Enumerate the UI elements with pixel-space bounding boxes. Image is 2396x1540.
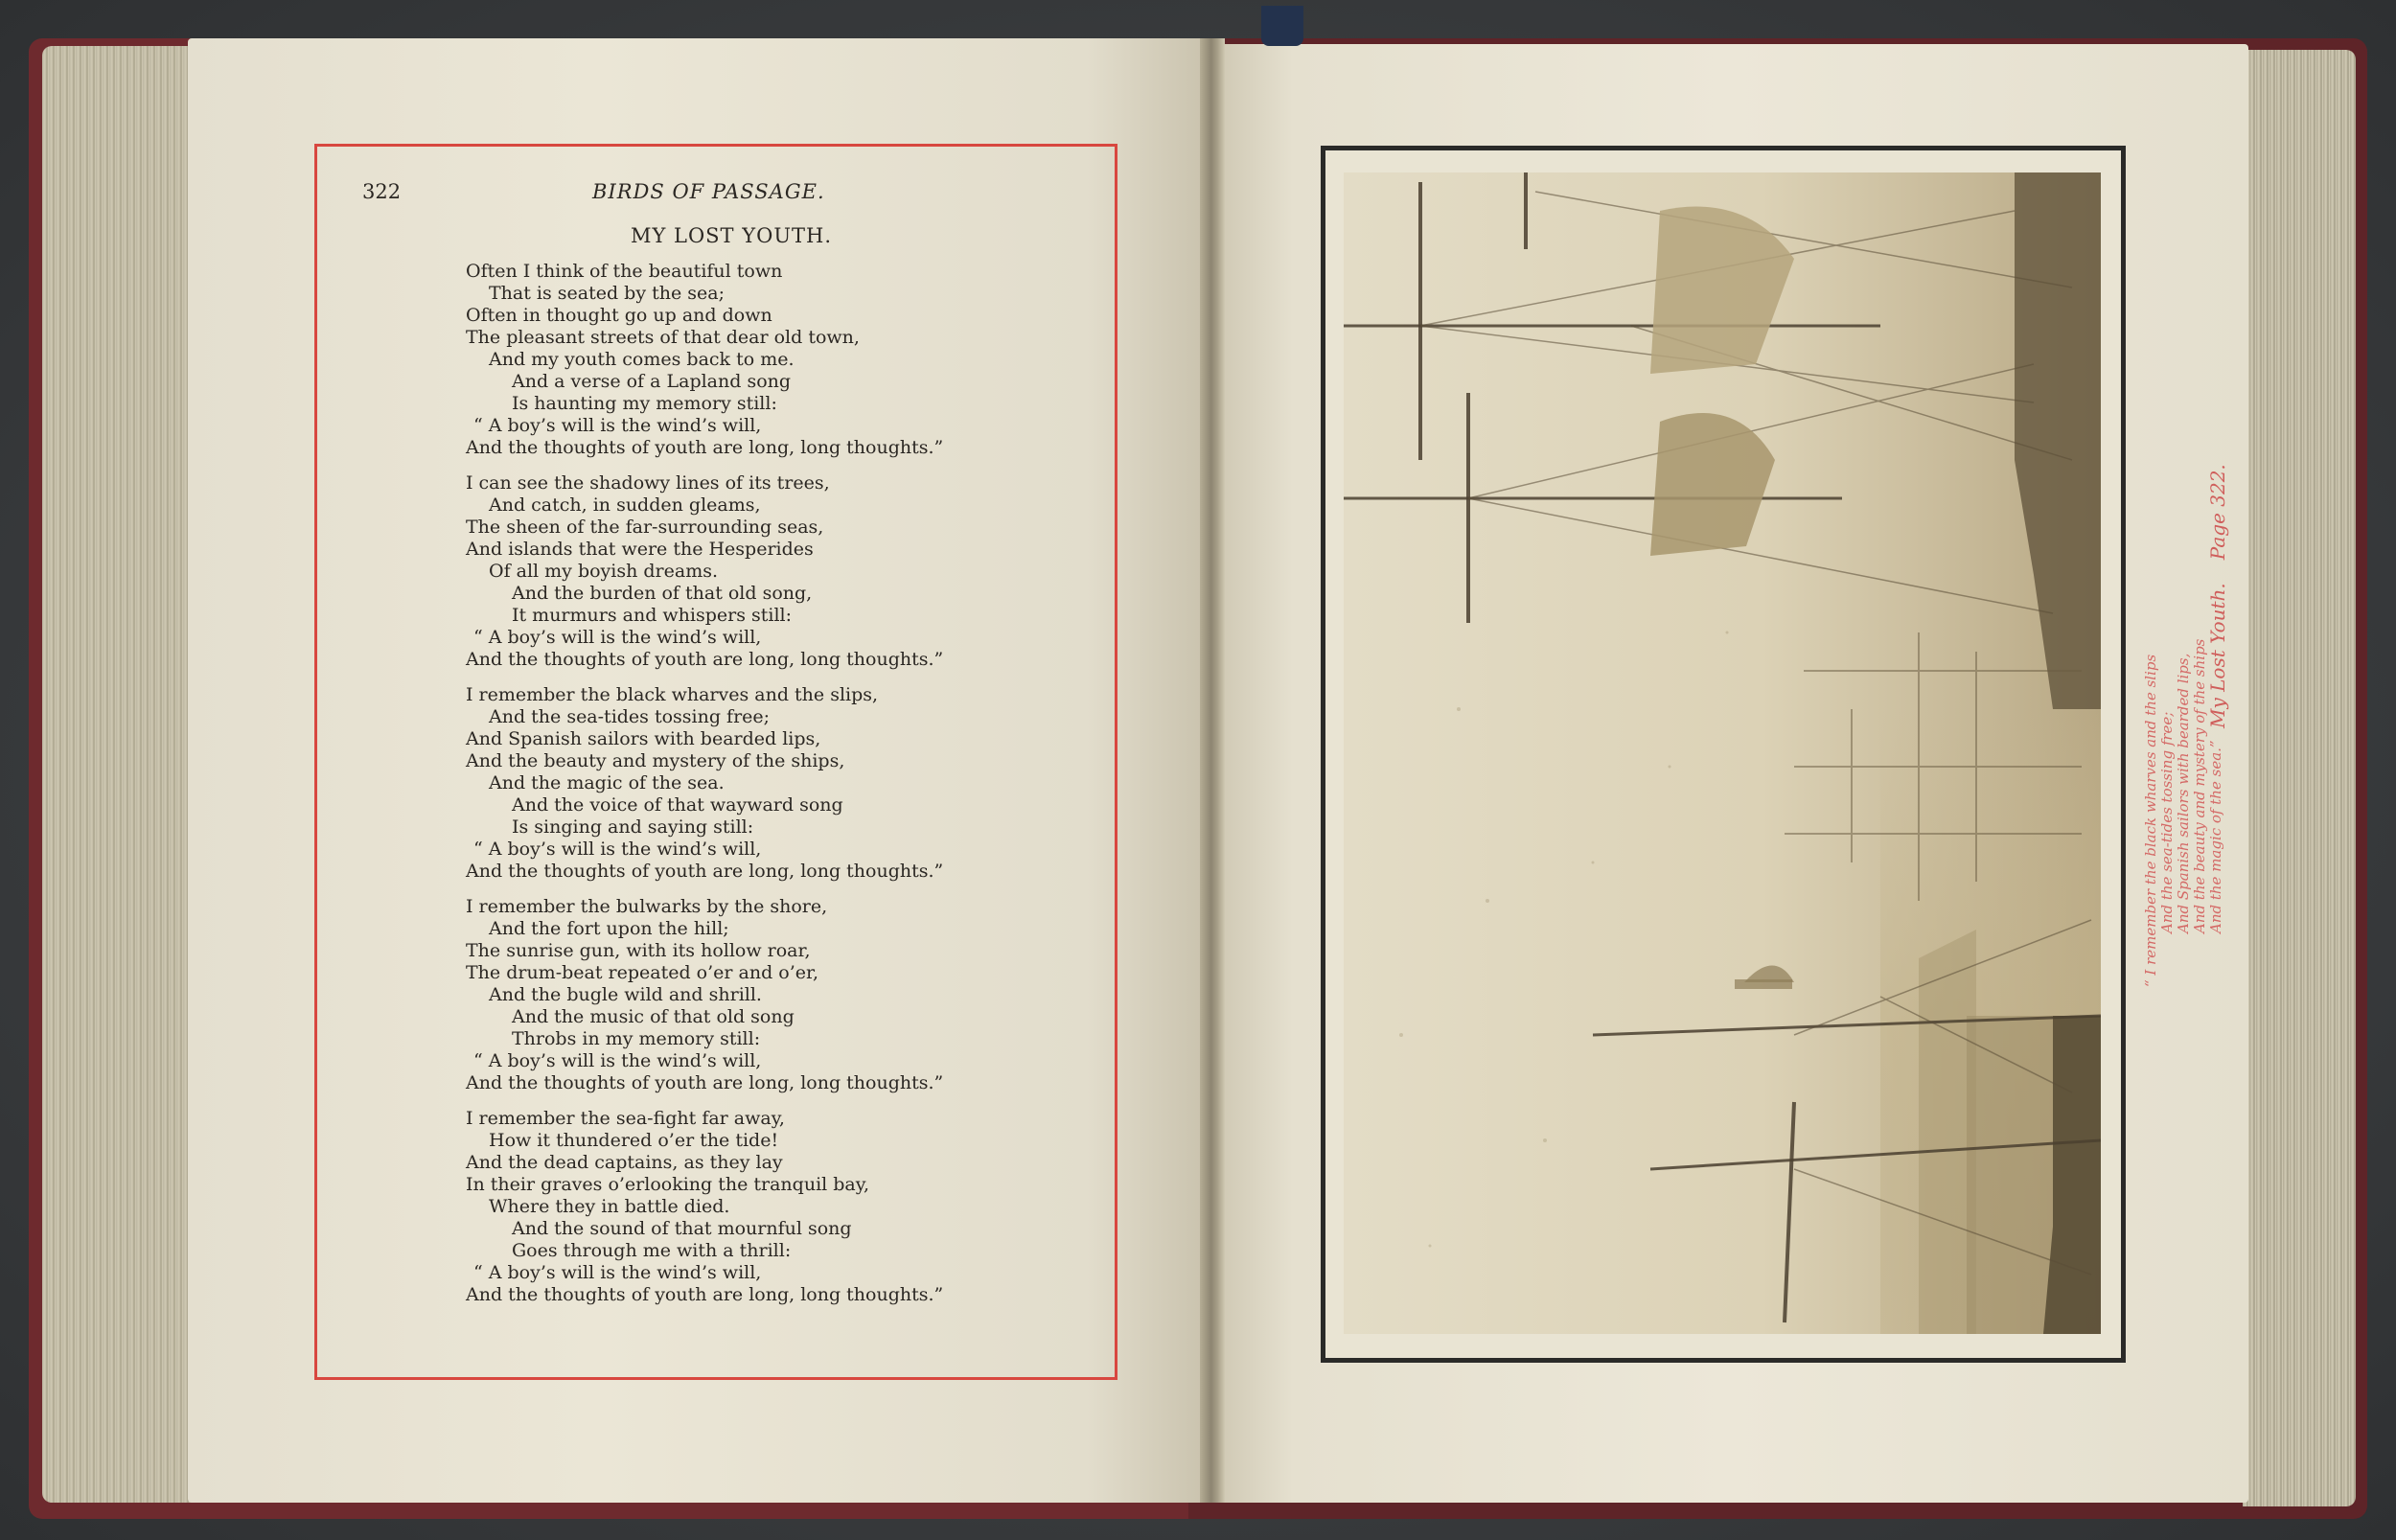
poem-line: And the thoughts of youth are long, long thoughts.”	[466, 649, 944, 670]
poem-line: And the burden of that old song,	[512, 583, 813, 604]
poem-line: I remember the sea-fight far away,	[466, 1108, 785, 1129]
poem-line: Of all my boyish dreams.	[489, 561, 719, 582]
poem-line: Often in thought go up and down	[466, 305, 772, 326]
poem-line: And the music of that old song	[512, 1006, 795, 1027]
poem-line: In their graves o’erlooking the tranquil bay,	[466, 1174, 869, 1195]
caption-line: And the magic of the sea.”	[2207, 740, 2224, 933]
running-head	[362, 180, 1071, 209]
poem-line: And a verse of a Lapland song	[512, 371, 792, 392]
photograph-illustration	[1344, 172, 2101, 1334]
poem-line: Goes through me with a thrill:	[512, 1240, 792, 1261]
poem-line: I remember the bulwarks by the shore,	[466, 896, 828, 917]
stanza-4	[362, 896, 1071, 1094]
poem-line: I can see the shadowy lines of its trees,	[466, 472, 830, 494]
poem-line: And the fort upon the hill;	[489, 918, 729, 939]
poem-line: And the sea-tides tossing free;	[489, 706, 771, 727]
caption-line: “ I remember the black wharves and the slips	[2142, 654, 2159, 987]
poem-line: And the beauty and mystery of the ships,	[466, 750, 845, 771]
poem-line: It murmurs and whispers still:	[512, 605, 793, 626]
caption-reference	[2204, 422, 2243, 728]
poem-line: The sheen of the far-surrounding seas,	[466, 517, 824, 538]
caption-line: And the beauty and mystery of the ships	[2191, 638, 2208, 933]
poem-line: The sunrise gun, with its hollow roar,	[466, 940, 811, 961]
poem-line: That is seated by the sea;	[489, 283, 725, 304]
poem-line: Throbs in my memory still:	[512, 1028, 761, 1049]
poem-line: “ A boy’s will is the wind’s will,	[473, 415, 762, 436]
harbour-ships-photograph	[1344, 172, 2101, 1334]
page-number: 322	[362, 180, 402, 203]
poem-line: The pleasant streets of that dear old town,	[466, 327, 860, 348]
stanza-1	[362, 261, 1071, 459]
poem-line: Often I think of the beautiful town	[466, 261, 783, 282]
poem-line: And the dead captains, as they lay	[466, 1152, 783, 1173]
poem-line: And my youth comes back to me.	[489, 349, 795, 370]
bookmark-ribbon	[1261, 6, 1303, 46]
poem-line: And the bugle wild and shrill.	[489, 984, 762, 1005]
poem-title: MY LOST YOUTH.	[630, 224, 833, 247]
poem-line: The drum-beat repeated o’er and o’er,	[466, 962, 819, 983]
stanza-2	[362, 472, 1071, 671]
caption-line: And the sea-tides tossing free;	[2158, 711, 2176, 933]
poem-line: And catch, in sudden gleams,	[489, 494, 761, 516]
caption-page-ref: Page 322.	[2206, 464, 2229, 561]
poem-line: Where they in battle died.	[489, 1196, 730, 1217]
poem-line: Is haunting my memory still:	[512, 393, 777, 414]
poem-line: And the thoughts of youth are long, long thoughts.”	[466, 437, 944, 458]
poem-line: “ A boy’s will is the wind’s will,	[473, 839, 762, 860]
caption-line: And Spanish sailors with bearded lips,	[2175, 653, 2192, 933]
poem-line: “ A boy’s will is the wind’s will,	[473, 1262, 762, 1283]
poem-line: And islands that were the Hesperides	[466, 539, 814, 560]
poem-line: And the thoughts of youth are long, long thoughts.”	[466, 1072, 944, 1093]
running-head-title: BIRDS OF PASSAGE.	[592, 180, 825, 203]
stanza-5	[362, 1108, 1071, 1306]
poem-line: And the magic of the sea.	[489, 772, 725, 793]
poem-line: And Spanish sailors with bearded lips,	[466, 728, 821, 749]
poem-line: And the thoughts of youth are long, long thoughts.”	[466, 861, 944, 882]
poem-line: “ A boy’s will is the wind’s will,	[473, 1050, 762, 1071]
poem-line: “ A boy’s will is the wind’s will,	[473, 627, 762, 648]
poem-line: And the voice of that wayward song	[512, 794, 843, 816]
poem-line: How it thundered o’er the tide!	[489, 1130, 779, 1151]
poem-line: And the thoughts of youth are long, long thoughts.”	[466, 1284, 944, 1305]
poem-line: I remember the black wharves and the slips,	[466, 684, 879, 705]
page-edges-left	[42, 46, 196, 1503]
stanza-3	[362, 684, 1071, 883]
poem-line: And the sound of that mournful song	[512, 1218, 852, 1239]
poem-text-block	[362, 180, 1071, 1306]
poem-line: Is singing and saying still:	[512, 816, 754, 838]
caption-poem-title: My Lost Youth.	[2206, 583, 2229, 728]
book-gutter	[1200, 38, 1225, 1503]
